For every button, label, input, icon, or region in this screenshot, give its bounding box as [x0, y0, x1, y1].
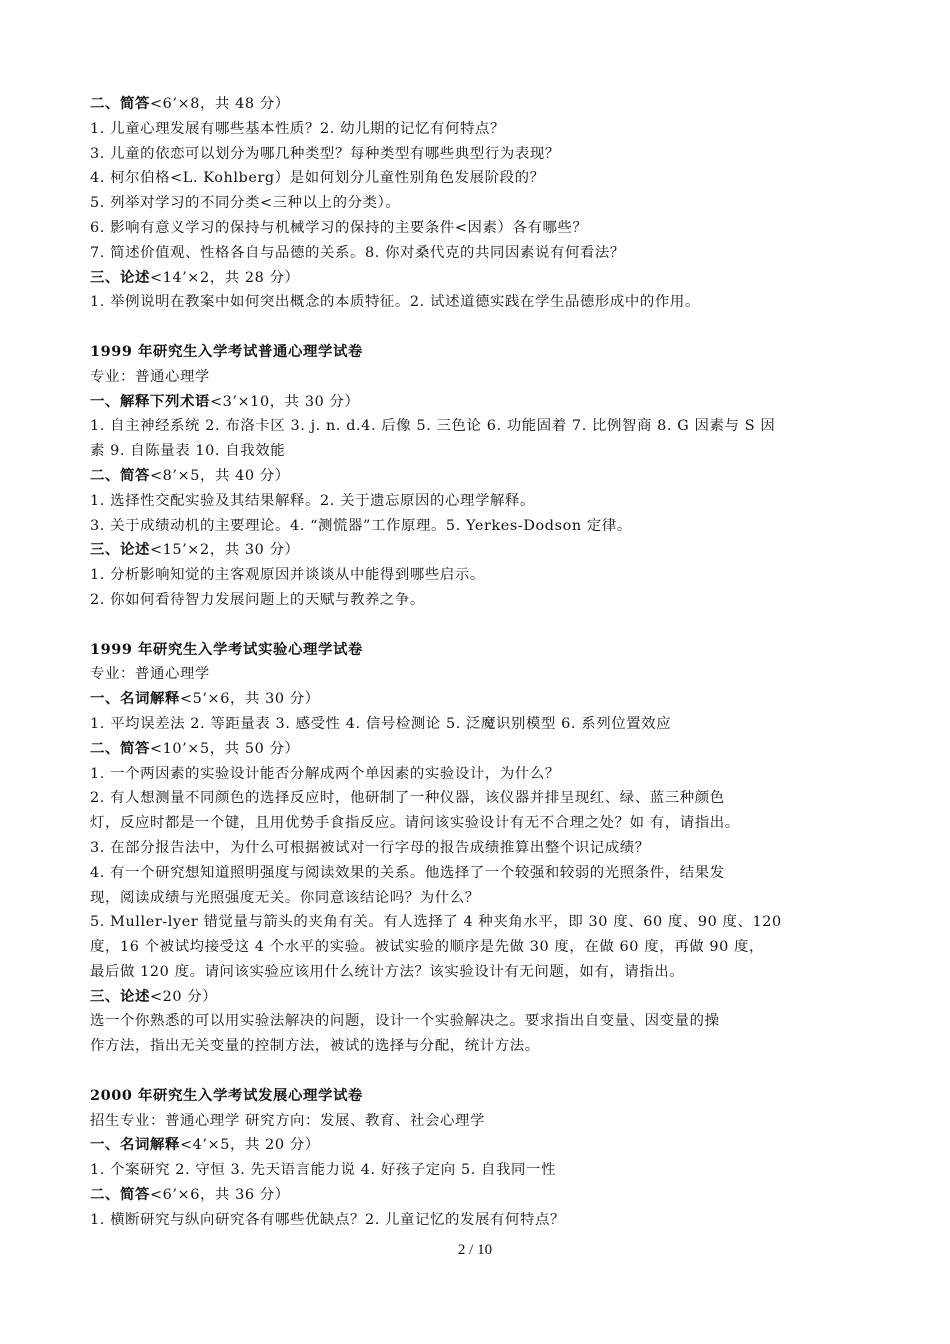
section-heading	[90, 390, 870, 415]
exam-title: 1999 年研究生入学考试实验心理学试卷	[90, 640, 363, 658]
text-line: 3. 关于成绩动机的主要理论。4. “测慌器”工作原理。5. Yerkes-Dodson 定律。	[90, 517, 632, 534]
section-heading	[90, 538, 870, 563]
text-line: 1. 横断研究与纵向研究各有哪些优缺点？2. 儿童记忆的发展有何特点？	[90, 1211, 565, 1228]
section-heading	[90, 985, 870, 1010]
section-heading-score: <4’×5，共 20 分）	[179, 1137, 320, 1154]
text-line: 专业：普通心理学	[90, 368, 210, 385]
section-heading	[90, 1183, 870, 1208]
section-heading-label: 二、简答	[90, 1186, 150, 1204]
section-heading-score: <20 分）	[149, 988, 218, 1005]
text-line: 1. 自主神经系统 2. 布洛卡区 3. j. n. d.4. 后像 5. 三色论 6. 功能固着 7. 比例智商 8. G 因素与 S 因	[90, 418, 776, 435]
section-heading-label: 三、论述	[90, 268, 150, 286]
text-line: 5. Muller-lyer 错觉量与箭头的夹角有关。有人选择了 4 种夹角水平，即 30 度、60 度、90 度、120	[90, 914, 782, 931]
paragraph-gap	[90, 1059, 870, 1084]
text-line: 度，16 个被试均接受这 4 个水平的实验。被试实验的顺序是先做 30 度，在做 60 度，再做 90 度，	[90, 939, 765, 956]
section-heading-label: 一、名词解释	[90, 690, 180, 708]
section-heading-score: <10’×5，共 50 分）	[149, 740, 300, 757]
text-line: 作方法，指出无关变量的控制方法，被试的选择与分配，统计方法。	[90, 1038, 540, 1055]
text-line: 专业：普通心理学	[90, 666, 210, 683]
text-line: 6. 影响有意义学习的保持与机械学习的保持的主要条件<因素）各有哪些？	[90, 219, 588, 236]
section-heading-label: 二、简答	[90, 739, 150, 757]
section-heading-score: <14’×2，共 28 分）	[149, 269, 300, 286]
section-heading-label: 三、论述	[90, 541, 150, 559]
section-heading-score: <6’×8，共 48 分）	[149, 96, 290, 112]
text-line: 1. 举例说明在教案中如何突出概念的本质特征。2. 试述道德实践在学生品德形成中的作用。	[90, 294, 700, 311]
section-heading-label: 三、论述	[90, 987, 150, 1005]
section-heading	[90, 92, 870, 117]
text-line: 选一个你熟悉的可以用实验法解决的问题，设计一个实验解决之。要求指出自变量、因变量的操	[90, 1013, 720, 1030]
exam-title: 1999 年研究生入学考试普通心理学试卷	[90, 342, 363, 360]
section-heading-label: 一、解释下列术语	[90, 392, 210, 410]
section-heading-score: <3’×10，共 30 分）	[209, 393, 360, 410]
page-number: 2 / 10	[457, 1242, 493, 1258]
text-line: 1. 分析影响知觉的主客观原因并谈谈从中能得到哪些启示。	[90, 567, 485, 584]
section-heading-score: <6’×6，共 36 分）	[149, 1187, 290, 1204]
text-line: 招生专业：普通心理学 研究方向：发展、教育、社会心理学	[90, 1112, 485, 1129]
text-line: 2. 有人想测量不同颜色的选择反应时，他研制了一种仪器，该仪器并排呈现红、绿、蓝三种颜色	[90, 790, 725, 807]
paragraph-gap	[90, 315, 870, 340]
text-line: 3. 儿童的依恋可以划分为哪几种类型？每种类型有哪些典型行为表现？	[90, 145, 560, 162]
text-line: 2. 你如何看待智力发展问题上的天赋与教养之争。	[90, 591, 425, 608]
section-heading	[90, 266, 870, 291]
section-heading-label: 一、名词解释	[90, 1136, 180, 1154]
text-line: 1. 选择性交配实验及其结果解释。2. 关于遗忘原因的心理学解释。	[90, 492, 535, 509]
text-line: 5. 列举对学习的不同分类<三种以上的分类）。	[90, 195, 401, 212]
paragraph-gap	[90, 613, 870, 638]
section-heading-score: <8’×5，共 40 分）	[149, 467, 290, 484]
section-heading	[90, 1133, 870, 1158]
section-heading-label: 二、简答	[90, 95, 150, 112]
text-line: 1. 一个两因素的实验设计能否分解成两个单因素的实验设计，为什么？	[90, 765, 560, 782]
section-heading-label: 二、简答	[90, 466, 150, 484]
text-line: 最后做 120 度。请问该实验应该用什么统计方法？该实验设计有无问题，如有，请指出。	[90, 963, 685, 980]
text-line: 3. 在部分报告法中，为什么可根据被试对一行字母的报告成绩推算出整个识记成绩？	[90, 839, 650, 856]
text-line: 灯，反应时都是一个键，且用优势手食指反应。请问该实验设计有无不合理之处？如 有，请指出。	[90, 815, 740, 832]
section-heading-score: <5’×6，共 30 分）	[179, 691, 320, 708]
section-heading-score: <15’×2，共 30 分）	[149, 542, 300, 559]
text-line: 4. 有一个研究想知道照明强度与阅读效果的关系。他选择了一个较强和较弱的光照条件，结果发	[90, 864, 725, 881]
section-heading	[90, 687, 870, 712]
text-line: 1. 儿童心理发展有哪些基本性质？2. 幼儿期的记忆有何特点？	[90, 120, 505, 137]
document-page	[90, 92, 870, 1233]
text-line: 1. 个案研究 2. 守恒 3. 先天语言能力说 4. 好孩子定向 5. 自我同一性	[90, 1162, 557, 1179]
section-heading	[90, 464, 870, 489]
exam-title: 2000 年研究生入学考试发展心理学试卷	[90, 1086, 363, 1104]
text-line: 7. 简述价值观、性格各自与品德的关系。8. 你对桑代克的共同因素说有何看法？	[90, 244, 625, 261]
text-line: 1. 平均误差法 2. 等距量表 3. 感受性 4. 信号检测论 5. 泛魔识别模型 6. 系列位置效应	[90, 715, 672, 732]
section-heading	[90, 737, 870, 762]
text-line: 素 9. 自陈量表 10. 自我效能	[90, 443, 286, 460]
text-line: 现，阅读成绩与光照强度无关。你同意该结论吗？为什么？	[90, 889, 480, 906]
text-line: 4. 柯尔伯格<L. Kohlberg）是如何划分儿童性别角色发展阶段的？	[90, 170, 545, 187]
